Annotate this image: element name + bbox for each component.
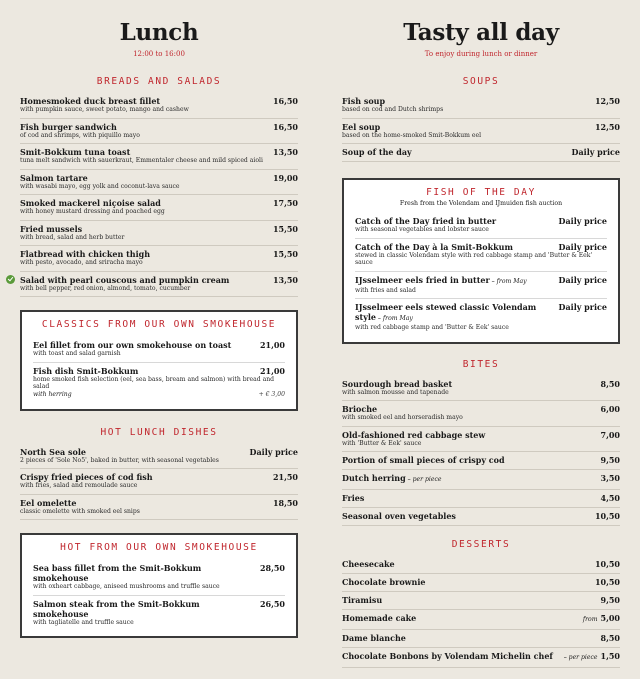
menu-item-price: 18,50 [272, 497, 298, 508]
menu-item-row [33, 599, 285, 619]
menu-item-price: 6,00 [600, 404, 620, 414]
menu-item-row [342, 430, 620, 440]
lunch-column [20, 0, 298, 638]
menu-item-row [342, 404, 620, 414]
classics-list [33, 337, 285, 403]
hotsmoke-section-title: HOT FROM OUR OWN SMOKEHOUSE [60, 542, 258, 553]
menu-item-row [355, 275, 607, 287]
menu-item-row [342, 473, 620, 485]
menu-item-name: Eel omelette [20, 497, 77, 508]
desserts-list [342, 556, 620, 668]
menu-item-row [20, 173, 298, 183]
menu-item-name: Fish burger sandwich [20, 121, 117, 132]
menu-item-description: stewed in classic Volendam style with red cabbage stamp and 'Butter & Eek' sauce [355, 251, 593, 266]
menu-item-description: with smoked eel and horseradish mayo [342, 414, 463, 421]
menu-item-name: Sea bass fillet from the Smit-Bokkum smokehouse [33, 563, 202, 583]
hot-list [20, 444, 298, 521]
menu-item [20, 272, 298, 298]
menu-item-row [33, 340, 285, 350]
menu-item-row [342, 613, 620, 625]
menu-item [20, 195, 298, 221]
allday-column [342, 0, 620, 668]
menu-item-row [342, 651, 620, 663]
menu-item-price: 26,50 [259, 598, 285, 609]
menu-item-row [342, 147, 620, 157]
menu-item [342, 119, 620, 145]
menu-item-description: 2 pieces of 'Sole No5', baked in butter, with seasonal vegetables [20, 456, 219, 464]
fishday-subtitle: Fresh from the Volendam and IJmuiden fish auction [399, 200, 563, 207]
menu-item-price: 13,50 [272, 274, 298, 285]
bites-list [342, 376, 620, 527]
menu-item-row [342, 595, 620, 605]
menu-item-price: Daily price [558, 216, 607, 226]
menu-item-name: Cheesecake [342, 559, 395, 569]
menu-item [20, 246, 298, 272]
menu-item-description: with fries, salad and remoulade sauce [20, 482, 138, 489]
menu-item-price: 10,50 [594, 511, 620, 521]
menu-item-name: Chocolate brownie [342, 577, 426, 587]
menu-item [20, 495, 298, 521]
menu-item-price: Daily price [558, 302, 607, 312]
menu-item-name: Portion of small pieces of crispy cod [342, 455, 505, 465]
menu-item-price: 19,00 [272, 172, 298, 183]
menu-item-name: IJsselmeer eels fried in butter – from May [355, 274, 527, 285]
menu-item [342, 93, 620, 119]
menu-item [33, 363, 285, 403]
menu-item-extra [33, 391, 285, 399]
menu-item-price: 15,50 [272, 249, 298, 259]
menu-item-price: 7,00 [600, 429, 620, 440]
breads-section-title: BREADS AND SALADS [96, 76, 222, 87]
menu-item [355, 272, 607, 300]
menu-item-price: 16,50 [272, 96, 298, 106]
menu-item-name: Smoked mackerel niçoise salad [20, 198, 161, 208]
vegetarian-icon [6, 275, 15, 284]
allday-subtitle: To enjoy during lunch or dinner [424, 50, 538, 58]
menu-item-row [342, 96, 620, 106]
extra-price: + € 3,00 [258, 390, 285, 398]
menu-item-description: with toast and salad garnish [33, 350, 121, 357]
menu-item [20, 93, 298, 119]
menu-item [355, 213, 607, 239]
menu-item-row [342, 511, 620, 521]
menu-item-price: 12,50 [594, 96, 620, 106]
menu-item [33, 337, 285, 363]
menu-item [342, 574, 620, 592]
menu-item [20, 144, 298, 170]
menu-item-price: 8,50 [600, 378, 620, 389]
menu-item-price: Daily price [558, 241, 607, 252]
menu-item-price: Daily price [249, 446, 298, 457]
fishday-list [355, 213, 607, 336]
menu-item [342, 592, 620, 610]
menu-item-row [342, 577, 620, 587]
price-prefix: from [582, 616, 598, 623]
bites-section-title: BITES [462, 358, 500, 370]
menu-item-name: Fish dish Smit-Bokkum [33, 365, 139, 376]
menu-item-name: Catch of the Day fried in butter [355, 216, 497, 226]
menu-item-description: classic omelette with smoked eel snips [20, 507, 140, 515]
menu-item [342, 508, 620, 526]
price-prefix: – per piece [563, 654, 598, 661]
extra-label: with herring [33, 390, 72, 398]
menu-item-row [355, 302, 607, 324]
menu-item-name: Soup of the day [342, 147, 412, 157]
menu-item-name: Brioche [342, 404, 378, 414]
menu-item-description: of cod and shrimps, with piquillo mayo [20, 131, 140, 139]
menu-item [342, 427, 620, 453]
hotsmoke-list [33, 560, 285, 630]
classics-section-title: CLASSICS FROM OUR OWN SMOKEHOUSE [41, 319, 277, 330]
menu-item-name: Seasonal oven vegetables [342, 511, 456, 521]
menu-item [33, 596, 285, 631]
menu-item [20, 469, 298, 495]
lunch-title: Lunch [119, 19, 199, 46]
menu-item-note: – from May [489, 277, 527, 285]
menu-item-price: 8,50 [600, 633, 620, 643]
menu-item-name: Smit-Bokkum tuna toast [20, 147, 131, 157]
menu-item-description: tuna melt sandwich with sauerkraut, Emmentaler cheese and mild spiced aioli [20, 157, 263, 164]
fishday-section-title: FISH OF THE DAY [426, 187, 536, 198]
menu-item-description: with tagliatelle and truffle sauce [33, 618, 134, 626]
menu-item-row [342, 559, 620, 569]
menu-item-name: Fries [342, 493, 365, 503]
menu-item-description: with fries and salad [355, 286, 416, 294]
menu-item-row [20, 275, 298, 285]
hot-section-title: HOT LUNCH DISHES [100, 426, 218, 438]
lunch-time: 12:00 to 16:00 [133, 50, 185, 58]
menu-item-name: Fried mussels [20, 223, 83, 234]
menu-item-description: with seasonal vegetables and lobster sauce [355, 226, 489, 233]
menu-item-name: Catch of the Day à la Smit-Bokkum [355, 241, 513, 252]
menu-item-description: with 'Butter & Eek' sauce [342, 439, 422, 447]
menu-item-price: 21,00 [259, 340, 285, 350]
menu-item-row [342, 379, 620, 389]
menu-item-name: Dutch herring – per piece [342, 473, 442, 483]
menu-item-price: 12,50 [594, 121, 620, 132]
menu-item-name: Eel fillet from our own smokehouse on toast [33, 340, 232, 350]
menu-item-row [342, 493, 620, 503]
classics-box [20, 310, 298, 411]
menu-item-row [20, 447, 298, 457]
menu-item-row [20, 122, 298, 132]
menu-item-price: 28,50 [259, 563, 285, 573]
menu-item-price: 10,50 [594, 559, 620, 569]
menu-item-name: Homemade cake [342, 613, 417, 623]
menu-item-description: based on the home-smoked Smit-Bokkum eel [342, 131, 482, 139]
menu-item-name: Dame blanche [342, 633, 406, 643]
allday-title: Tasty all day [403, 19, 559, 46]
soups-list [342, 93, 620, 162]
menu-item-name: North Sea sole [20, 446, 86, 457]
menu-item-description: based on cod and Dutch shrimps [342, 106, 444, 113]
menu-item [20, 221, 298, 247]
menu-item-description: with wasabi mayo, egg yolk and coconut-lava sauce [20, 182, 180, 190]
menu-item-name: Crispy fried pieces of cod fish [20, 472, 153, 482]
menu-item [20, 444, 298, 470]
soups-section-title: SOUPS [462, 76, 500, 87]
menu-item-row [20, 198, 298, 208]
menu-item-row [33, 563, 285, 583]
menu-item-row [355, 242, 607, 252]
menu-item [342, 630, 620, 648]
menu-item [342, 144, 620, 162]
menu-item [342, 452, 620, 470]
menu-item-price: from 5,00 [582, 613, 620, 623]
menu-item-row [342, 122, 620, 132]
menu-item-row [20, 498, 298, 508]
menu-item-name: Sourdough bread basket [342, 378, 453, 389]
menu-item-price: 10,50 [594, 577, 620, 587]
menu-item-description: with honey mustard dressing and poached egg [20, 208, 165, 215]
menu-item-note: – from May [375, 315, 413, 322]
menu-item-description: with oxheart cabbage, aniseed mushrooms and truffle sauce [33, 583, 220, 590]
hotsmoke-box [20, 533, 298, 638]
menu-item-price: 3,50 [600, 473, 620, 483]
menu-item-name: Tiramisu [342, 595, 383, 605]
menu-item-price: 21,00 [259, 365, 285, 376]
menu-item [20, 170, 298, 196]
menu-item [355, 299, 607, 336]
menu-item [342, 610, 620, 630]
menu-item-price: – per piece 1,50 [563, 651, 620, 661]
menu-item-description: with bread, salad and herb butter [20, 233, 125, 241]
menu-item-price: 21,50 [272, 472, 298, 482]
menu-item-description: with bell pepper, red onion, almond, tomato, cucumber [20, 284, 191, 292]
menu-item [342, 470, 620, 490]
menu-item-name: Old-fashioned red cabbage stew [342, 429, 486, 440]
menu-item-name: IJsselmeer eels stewed classic Volendam style – from May [355, 302, 537, 322]
menu-item-description: with pumpkin sauce, sweet potato, mango and cashew [20, 106, 189, 113]
menu-item-row [20, 249, 298, 259]
menu-item-row [355, 216, 607, 226]
menu-item-name: Homesmoked duck breast fillet [20, 96, 161, 106]
menu-item-row [342, 455, 620, 465]
menu-item-price: 16,50 [272, 121, 298, 132]
menu-item-name: Flatbread with chicken thigh [20, 249, 151, 259]
menu-item-name: Salmon steak from the Smit-Bokkum smokehouse [33, 598, 200, 619]
menu-item [342, 556, 620, 574]
menu-item [342, 648, 620, 668]
menu-item-price: 13,50 [272, 147, 298, 157]
menu-item-row [20, 472, 298, 482]
menu-item-price: 9,50 [600, 455, 620, 465]
menu-item-row [33, 366, 285, 376]
menu-item-price: Daily price [558, 274, 607, 285]
menu-item-name: Fish soup [342, 96, 386, 106]
menu-item-description: with pesto, avocado, and sriracha mayo [20, 259, 143, 266]
menu-item-row [20, 147, 298, 157]
fishday-box [342, 178, 620, 344]
menu-item-price: Daily price [571, 147, 620, 157]
menu-item-row [342, 633, 620, 643]
menu-item-description: with salmon mousse and tapenade [342, 388, 449, 396]
menu-item [20, 119, 298, 145]
menu-item-name: Eel soup [342, 121, 381, 132]
menu-item-price: 9,50 [600, 595, 620, 605]
menu-item-row [20, 96, 298, 106]
menu-item-name: Salad with pearl couscous and pumpkin cream [20, 274, 230, 285]
menu-item-name: Salmon tartare [20, 172, 88, 183]
breads-list [20, 93, 298, 297]
menu-item-price: 4,50 [600, 493, 620, 503]
menu-item-description: with red cabbage stamp and 'Butter & Eek' sauce [355, 324, 509, 331]
menu-item-note: – per piece [405, 476, 442, 483]
menu-item-name: Chocolate Bonbons by Volendam Michelin chef [342, 651, 553, 661]
menu-item [342, 376, 620, 402]
menu-item-description: home smoked fish selection (eel, sea bass, bream and salmon) with bread and salad [33, 375, 275, 390]
menu-item [342, 401, 620, 427]
menu-item [33, 560, 285, 596]
menu-item-price: 15,50 [272, 223, 298, 234]
menu-item [355, 239, 607, 272]
menu-item-price: 17,50 [272, 198, 298, 208]
menu-item [342, 490, 620, 508]
menu-item-row [20, 224, 298, 234]
desserts-section-title: DESSERTS [451, 539, 511, 550]
